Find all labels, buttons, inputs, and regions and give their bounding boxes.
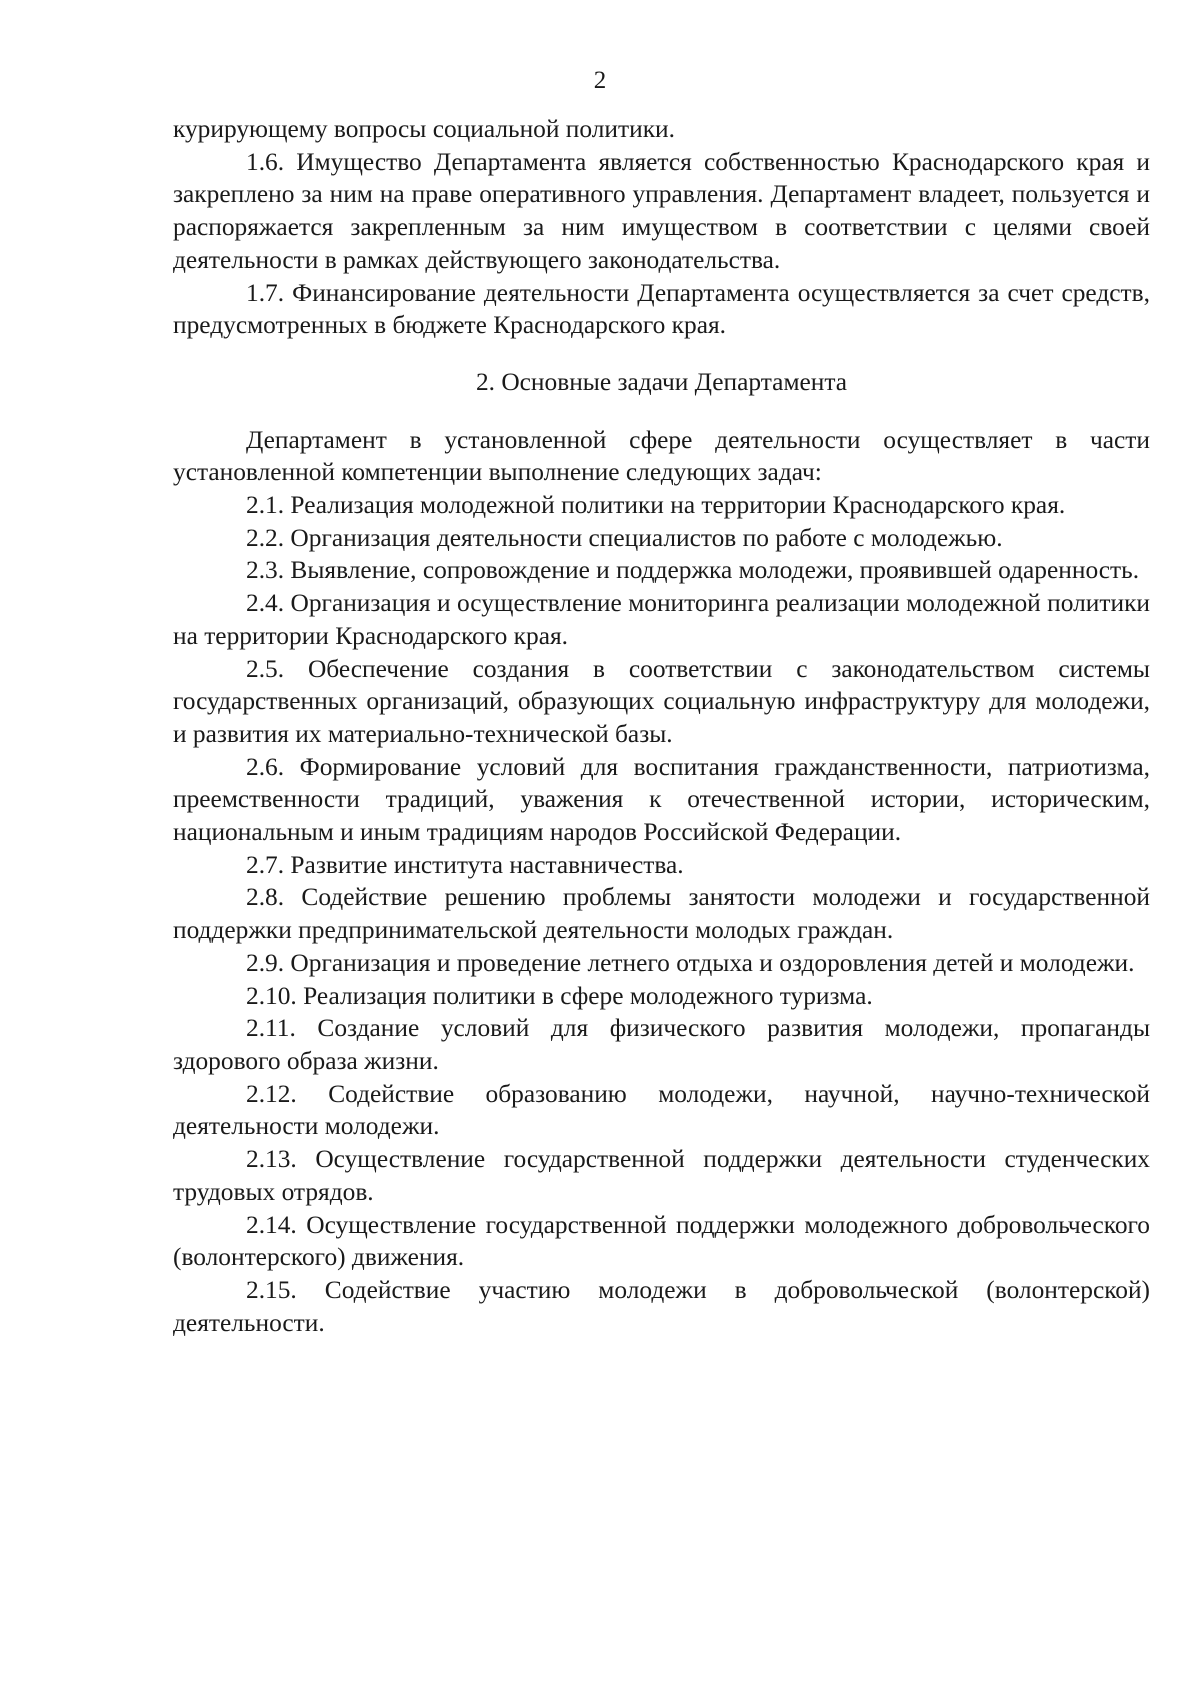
task-item-2-2: 2.2. Организация деятельности специалистов по работе с молодежью. (246, 523, 1003, 552)
task-item-2-4: 2.4. Организация и осуществление мониторинга реализации молодежной политики на территории Краснодарского края. (173, 589, 1150, 650)
task-item-2-10: 2.10. Реализация политики в сфере молодежного туризма. (246, 981, 873, 1010)
task-item-2-13: 2.13. Осуществление государственной поддержки деятельности студенческих трудовых отрядов. (173, 1145, 1150, 1206)
page-number: 2 (593, 67, 607, 94)
task-item-2-14: 2.14. Осуществление государственной поддержки молодежного добровольческого (волонтерского) движения. (173, 1210, 1150, 1272)
paragraph-1-7: 1.7. Финансирование деятельности Департамента осуществляется за счет средств, предусмотренных в бюджете Краснодарского края. (173, 278, 1150, 340)
task-item-2-7: 2.7. Развитие института наставничества. (246, 850, 684, 879)
paragraph-1-6: 1.6. Имущество Департамента является собственностью Краснодарского края и закреплено за ним на праве оперативного управления. Департамент владеет, пользуется и распоряжается закрепленным за ним имуществом в соответствии с целями своей деятельности в рамках действующего законодательства. (173, 147, 1150, 274)
section-2-intro: Департамент в установленной сфере деятельности осуществляет в части установленной компетенции выполнение следующих задач: (173, 425, 1150, 487)
task-item-2-15: 2.15. Содействие участию молодежи в добровольческой (волонтерской) деятельности. (173, 1275, 1150, 1337)
intro-continuation: курирующему вопросы социальной политики. (173, 115, 675, 143)
task-item-2-5: 2.5. Обеспечение создания в соответствии с законодательством системы государственных организаций, образующих социальную инфраструктуру для молодежи, и развития их материально-технической базы. (173, 654, 1150, 748)
task-item-2-9: 2.9. Организация и проведение летнего отдыха и оздоровления детей и молодежи. (246, 948, 1135, 977)
task-item-2-12: 2.12. Содействие образованию молодежи, научной, научно-технической деятельности молодежи. (173, 1079, 1150, 1141)
task-item-2-1: 2.1. Реализация молодежной политики на территории Краснодарского края. (246, 491, 1066, 520)
task-item-2-8: 2.8. Содействие решению проблемы занятости молодежи и государственной поддержки предпринимательской деятельности молодых граждан. (173, 883, 1150, 945)
task-item-2-11: 2.11. Создание условий для физического развития молодежи, пропаганды здорового образа жизни. (173, 1014, 1150, 1075)
task-item-2-6: 2.6. Формирование условий для воспитания гражданственности, патриотизма, преемственности традиций, уважения к отечественной истории, историческим, национальным и иным традициям народов Российской Федерации. (173, 752, 1150, 847)
task-item-2-3: 2.3. Выявление, сопровождение и поддержка молодежи, проявившей одаренность. (246, 556, 1140, 585)
section-2-heading: 2. Основные задачи Департамента (475, 367, 848, 396)
document-body (173, 113, 1150, 1339)
